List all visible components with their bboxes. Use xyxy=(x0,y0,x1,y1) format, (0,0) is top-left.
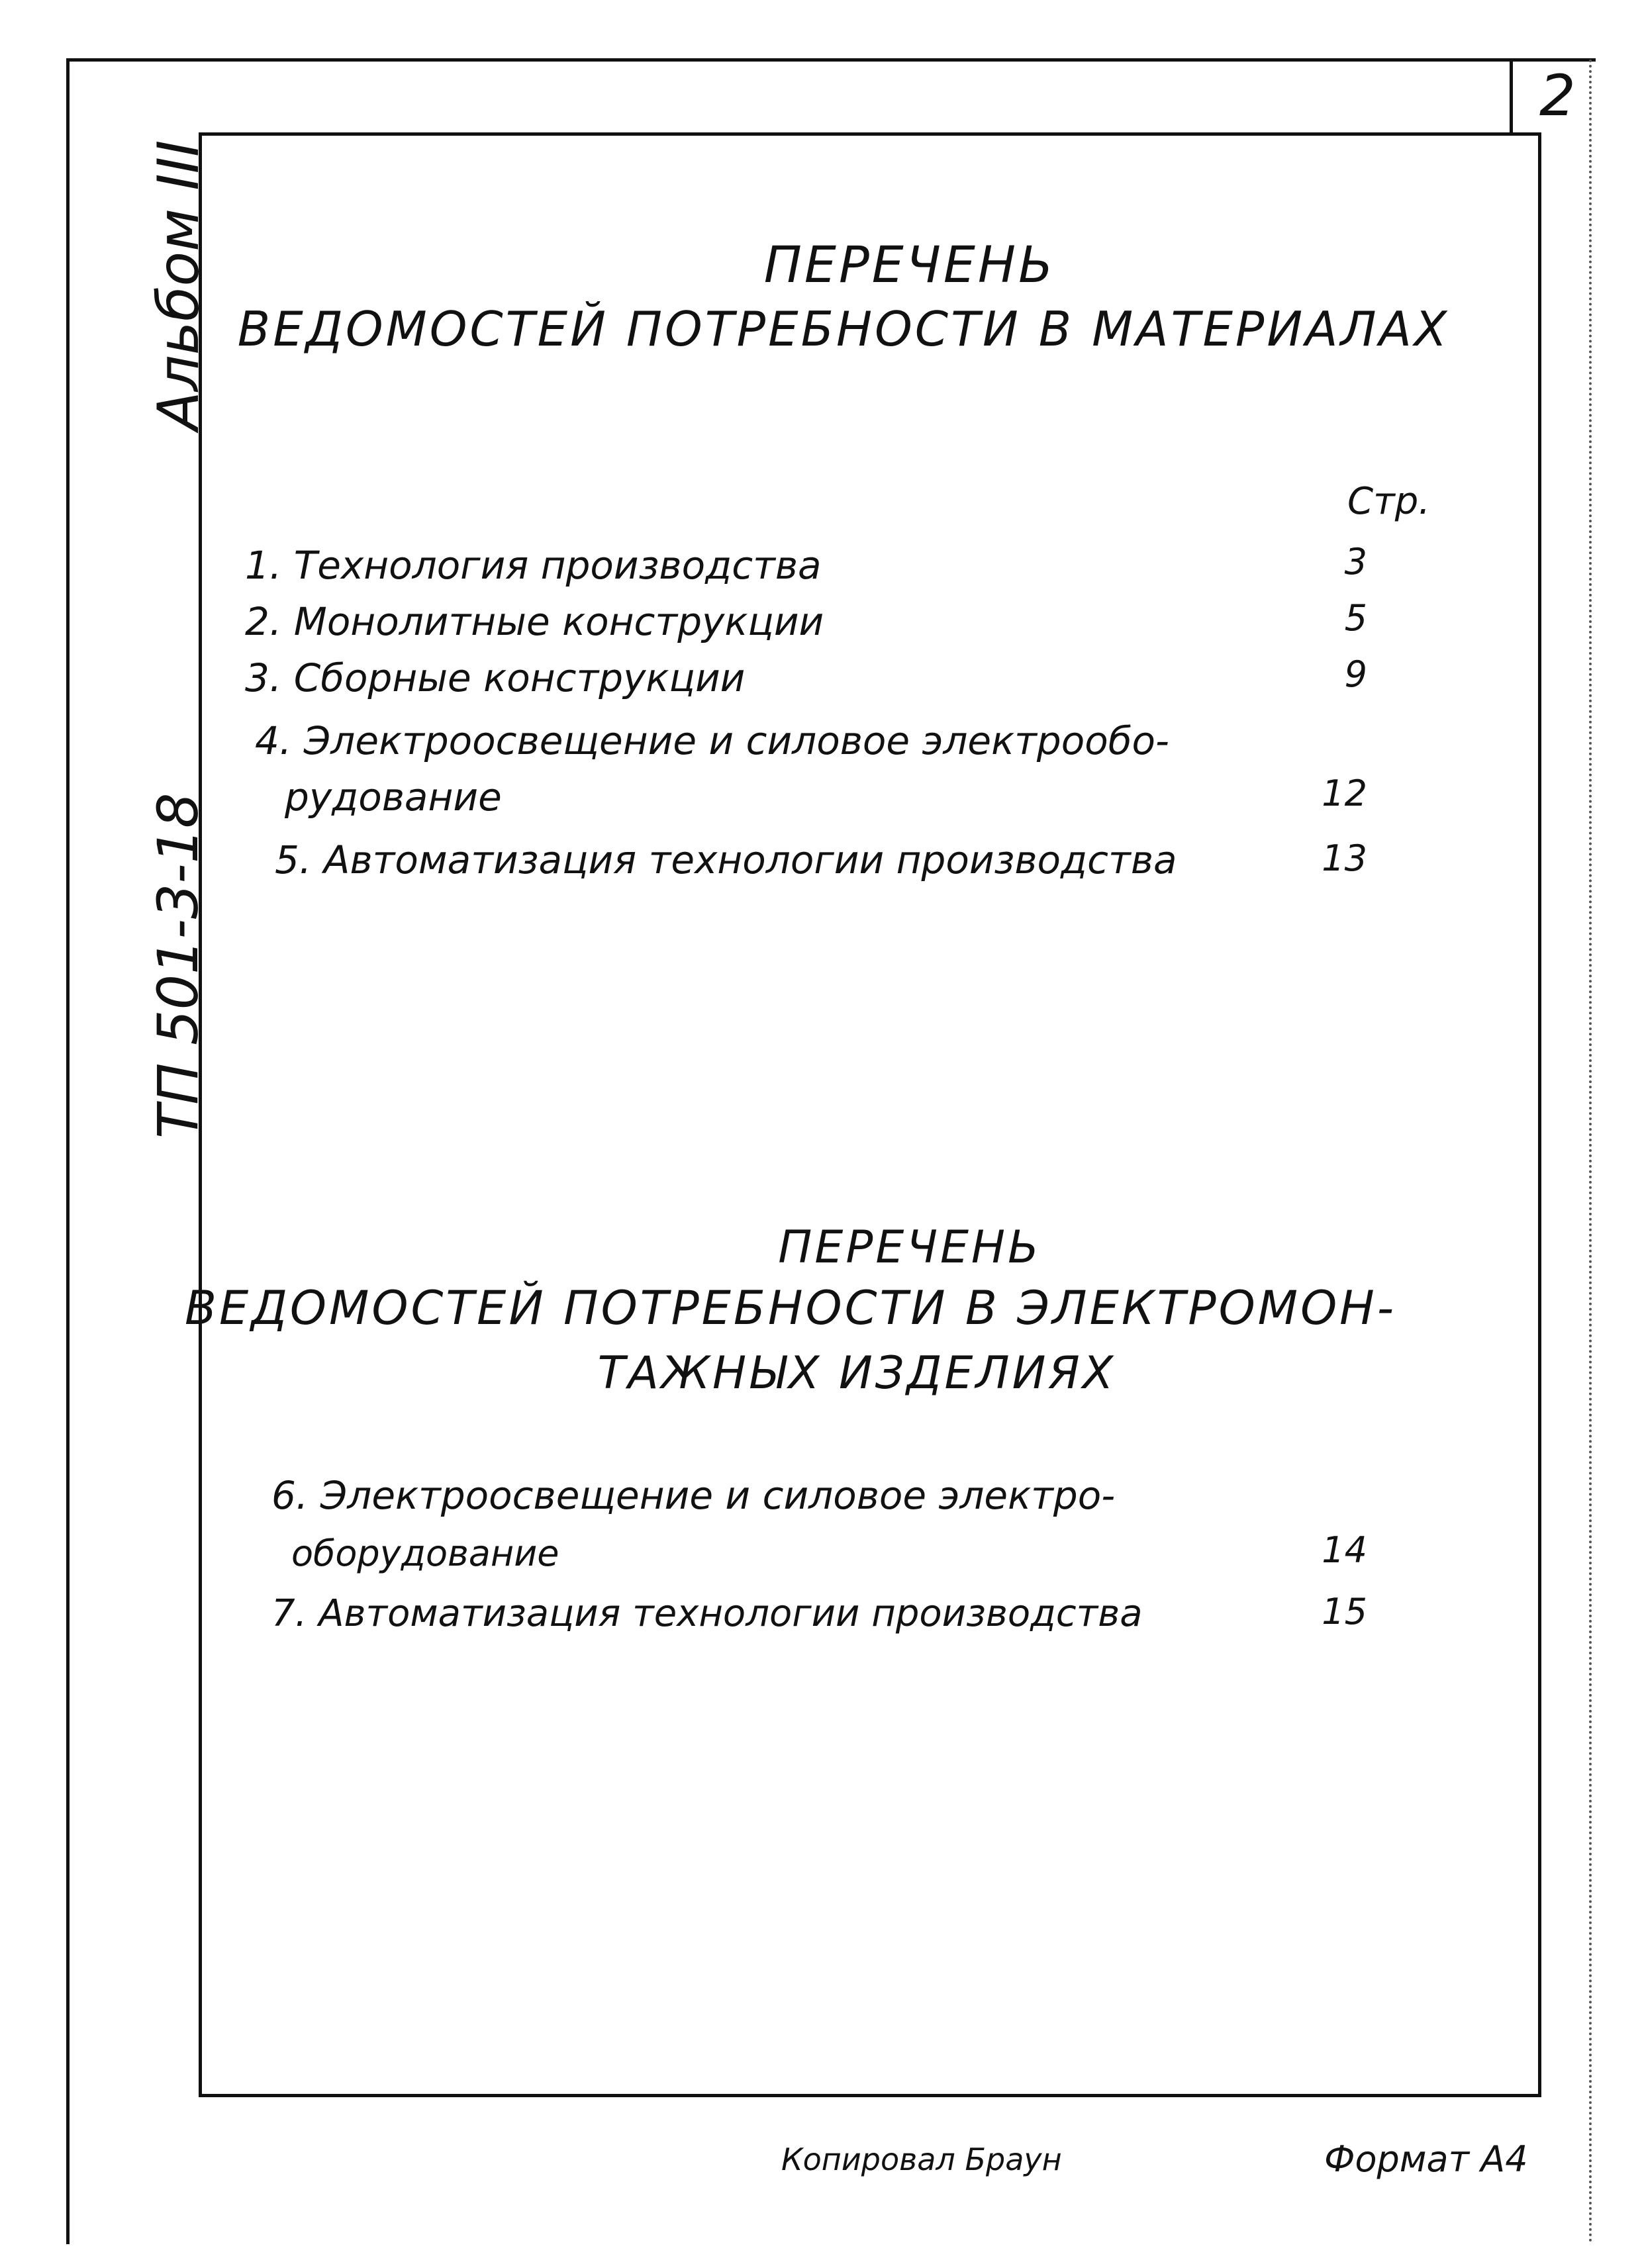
section2-item-6-page: 14 xyxy=(1322,1529,1367,1571)
section1-item-4-cont: рудование xyxy=(285,775,502,820)
section2-title-line2: ВЕДОМОСТЕЙ ПОТРЕБНОСТИ В ЭЛЕКТРОМОН- xyxy=(184,1281,1397,1335)
sheet-format: Формат А4 xyxy=(1324,2138,1528,2180)
section1-item-1-page: 3 xyxy=(1344,541,1367,583)
document-frame xyxy=(184,132,1541,2097)
section1-item-2: 2. Монолитные конструкции xyxy=(245,599,824,644)
section2-item-6: 6. Электроосвещение и силовое электро- xyxy=(271,1473,1116,1518)
section2-title-line3: ТАЖНЫХ ИЗДЕЛИЯХ xyxy=(597,1347,1116,1399)
section1-title-line1: ПЕРЕЧЕНЬ xyxy=(763,235,1056,294)
page-number-box-left xyxy=(1510,58,1513,132)
section1-title-line2: ВЕДОМОСТЕЙ ПОТРЕБНОСТИ В МАТЕРИАЛАХ xyxy=(237,301,1450,357)
album-label: Альбом III xyxy=(146,140,212,430)
section1-item-2-page: 5 xyxy=(1344,597,1367,639)
section1-item-1: 1. Технология производства xyxy=(245,543,822,588)
page-number: 2 xyxy=(1539,63,1576,129)
section1-item-3: 3. Сборные конструкции xyxy=(245,655,746,700)
section1-item-4: 4. Электроосвещение и силовое электрообо- xyxy=(255,718,1169,763)
outer-top-line xyxy=(66,58,1596,62)
outer-right-dotted-line xyxy=(1589,60,1592,2244)
page-column-header: Стр. xyxy=(1347,480,1431,523)
section2-title-line1: ПЕРЕЧЕНЬ xyxy=(778,1221,1041,1274)
copied-by: Копировал Браун xyxy=(781,2142,1062,2177)
section1-item-3-page: 9 xyxy=(1344,653,1367,695)
section1-item-5: 5. Автоматизация технологии производства xyxy=(275,837,1177,882)
section1-item-5-page: 13 xyxy=(1322,837,1367,879)
section2-item-7: 7. Автоматизация технологии производства xyxy=(271,1592,1143,1635)
section2-item-7-page: 15 xyxy=(1322,1591,1367,1632)
section1-item-4-page: 12 xyxy=(1322,773,1367,814)
section2-item-6-cont: оборудование xyxy=(291,1533,559,1574)
outer-left-line xyxy=(66,60,70,2244)
project-code: ТП 501-3-18 xyxy=(146,792,211,1139)
